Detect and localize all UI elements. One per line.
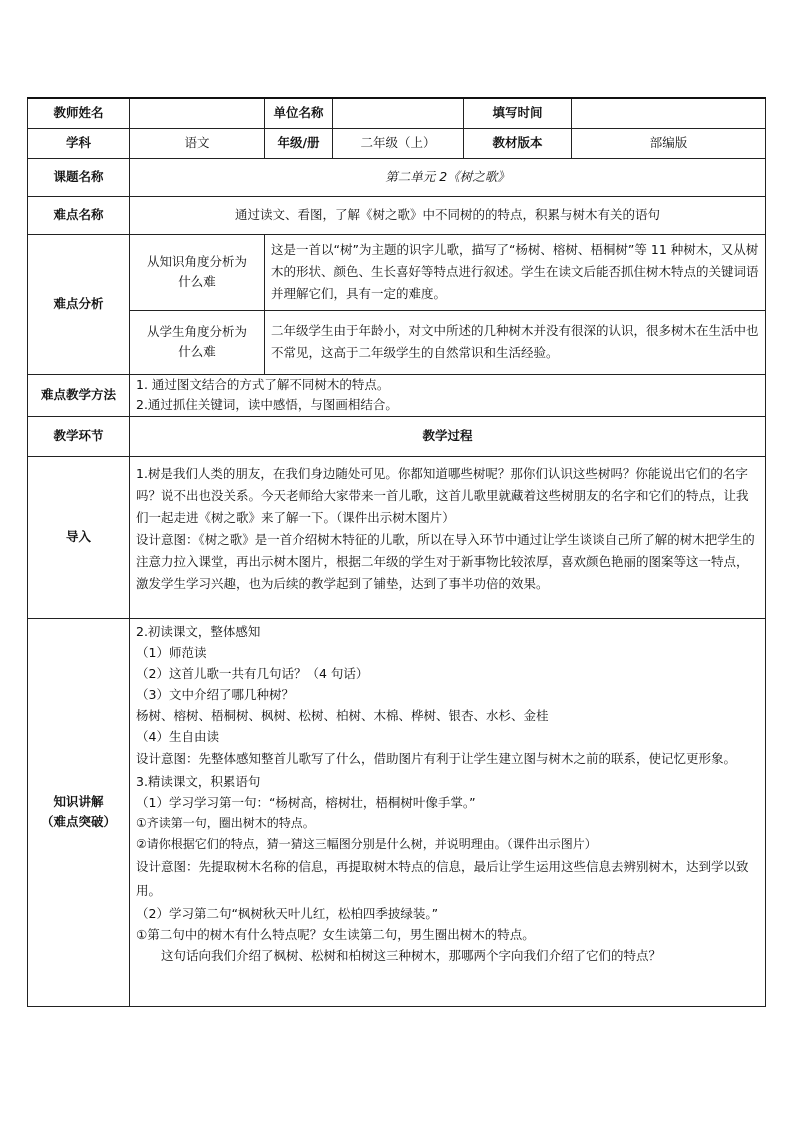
- lesson-plan-sheet: [27, 97, 765, 1007]
- knowledge-content: [130, 618, 766, 1006]
- row-subject: [28, 128, 766, 158]
- knowledge-line: （1）师范读: [136, 644, 207, 660]
- grade-value: 二年级（上）: [333, 128, 464, 158]
- process-label: 教学过程: [130, 416, 766, 456]
- row-teacher: [28, 98, 766, 128]
- row-process-header: [28, 416, 766, 456]
- unit-label: 单位名称: [265, 98, 333, 128]
- intro-paragraph-1: 1.树是我们人类的朋友，在我们身边随处可见。你都知道哪些树呢？那你们认识这些树吗？你能说出它们的名字吗？说不出也没关系。今天老师给大家带来一首儿歌，这首儿歌里就藏着这些树朋友的名字和它们的特点，让我们一起走进《树之歌》来了解一下。（课件出示树木图片）: [136, 465, 749, 525]
- row-topic: [28, 158, 766, 196]
- date-value: [572, 98, 766, 128]
- knowledge-label: 知识讲解: [53, 794, 104, 809]
- difficulty-label: 难点名称: [28, 196, 130, 234]
- teacher-value: [130, 98, 265, 128]
- method-label: 难点教学方法: [28, 374, 130, 416]
- row-analysis-student: [28, 310, 766, 374]
- intro-paragraph-2: 设计意图：《树之歌》是一首介绍树木特征的儿歌，所以在导入环节中通过让学生谈谈自己所了解的树木把学生的注意力拉入课堂，再出示树木图片，根据二年级的学生对于新事物比较浓厚，喜欢颜色艳丽的图案等这一特点，激发学生学习兴趣，也为后续的教学起到了铺垫，达到了事半功倍的效果。: [136, 531, 755, 591]
- intro-content: [130, 456, 766, 618]
- method-item-2: 2.通过抓住关键词，读中感悟，与图画相结合。: [136, 397, 398, 412]
- knowledge-label-cell: [28, 618, 130, 1006]
- date-label: 填写时间: [464, 98, 572, 128]
- student-angle-label: 从学生角度分析为什么难: [130, 310, 265, 374]
- knowledge-line: （1）学习学习第一句：“杨树高，榕树壮，梧桐树叶像手掌。”: [136, 794, 476, 810]
- stage-label: 教学环节: [28, 416, 130, 456]
- unit-value: [333, 98, 464, 128]
- knowledge-line: （3）文中介绍了哪几种树？: [136, 686, 294, 702]
- knowledge-line: ①齐读第一句，圈出树木的特点。: [136, 815, 315, 830]
- row-intro: [28, 456, 766, 618]
- topic-value: 第二单元 2《树之歌》: [130, 158, 766, 196]
- knowledge-line: （2）学习第二句“枫树秋天叶儿红，松柏四季披绿装。”: [136, 905, 439, 921]
- intro-label: 导入: [28, 456, 130, 618]
- knowledge-design-note-1: 设计意图：先整体感知整首儿歌写了什么，借助图片有利于让学生建立图与树木之前的联系，使记忆更形象。: [136, 750, 737, 766]
- topic-label: 课题名称: [28, 158, 130, 196]
- row-difficulty: [28, 196, 766, 234]
- knowledge-line: 3.精读课文，积累语句: [136, 773, 261, 789]
- lesson-plan-table: [27, 97, 766, 1007]
- knowledge-angle-text: 这是一首以“树”为主题的识字儿歌，描写了“杨树、榕树、梧桐树”等 11 种树木，又从树木的形状、颜色、生长喜好等特点进行叙述。学生在读文后能否抓住树木特点的关键词语并理解它们，具有一定的难度。: [265, 234, 766, 310]
- knowledge-line: ②请你根据它们的特点，猜一猜这三幅图分别是什么树，并说明理由。（课件出示图片）: [136, 836, 597, 851]
- method-item-1: 1. 通过图文结合的方式了解不同树木的特点。: [136, 377, 390, 392]
- difficulty-value: 通过读文、看图，了解《树之歌》中不同树的的特点，积累与树木有关的语句: [130, 196, 766, 234]
- row-knowledge: [28, 618, 766, 1006]
- edition-label: 教材版本: [464, 128, 572, 158]
- row-analysis-knowledge: [28, 234, 766, 310]
- knowledge-line: 2.初读课文，整体感知: [136, 623, 261, 639]
- knowledge-line: （2）这首儿歌一共有几句话？（4 句话）: [136, 665, 369, 681]
- row-method: [28, 374, 766, 416]
- student-angle-text: 二年级学生由于年龄小，对文中所述的几种树木并没有很深的认识，很多树木在生活中也不常见，这高于二年级学生的自然常识和生活经验。: [265, 310, 766, 374]
- knowledge-line: ①第二句中的树木有什么特点呢？女生读第二句，男生圈出树木的特点。: [136, 926, 535, 942]
- knowledge-angle-label: 从知识角度分析为什么难: [130, 234, 265, 310]
- knowledge-line: 这句话向我们介绍了枫树、松树和柏树这三种树木，那哪两个字向我们介绍了它们的特点？: [161, 947, 662, 963]
- knowledge-line: （4）生自由读: [136, 728, 219, 744]
- knowledge-line: 杨树、榕树、梧桐树、枫树、松树、柏树、木棉、桦树、银杏、水杉、金桂: [136, 707, 549, 723]
- analysis-label: 难点分析: [28, 234, 130, 374]
- teacher-label: 教师姓名: [28, 98, 130, 128]
- method-items: [130, 374, 766, 416]
- subject-label: 学科: [28, 128, 130, 158]
- grade-label: 年级/册: [265, 128, 333, 158]
- edition-value: 部编版: [572, 128, 766, 158]
- knowledge-design-note-2: 设计意图：先提取树木名称的信息，再提取树木特点的信息，最后让学生运用这些信息去辨别树木，达到学以致用。: [136, 858, 749, 898]
- knowledge-sublabel: （难点突破）: [40, 814, 116, 829]
- subject-value: 语文: [130, 128, 265, 158]
